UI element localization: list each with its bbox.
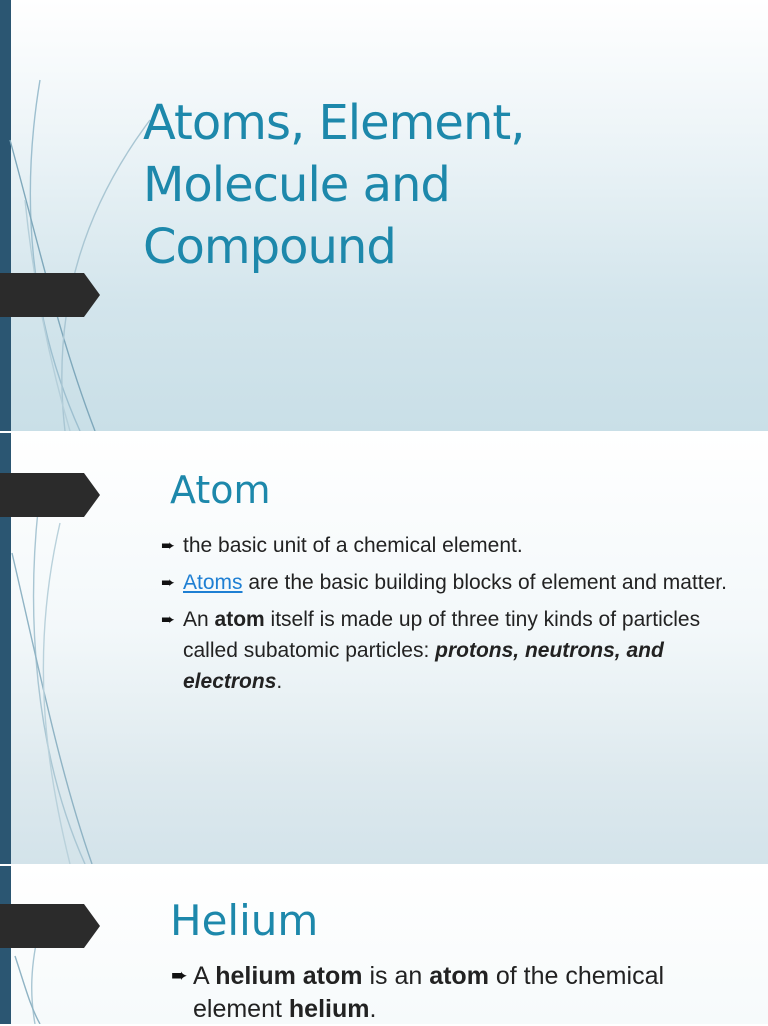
arrow-bullet-icon: ➨ <box>161 573 176 592</box>
subatomic-particles-text: protons, neutrons, and electrons <box>183 639 664 693</box>
slide-heading-atom: Atom <box>170 468 271 512</box>
arrow-bullet-icon: ➨ <box>171 965 188 987</box>
arrow-tab-icon <box>0 273 100 317</box>
arrow-bullet-icon: ➨ <box>161 610 176 629</box>
arrow-tab-icon <box>0 904 100 948</box>
title-line-1: Atoms, Element, <box>143 95 525 151</box>
arrow-bullet-icon: ➨ <box>161 536 176 555</box>
arrow-tab-icon <box>0 473 100 517</box>
title-line-2: Molecule and <box>143 157 450 213</box>
title-line-3: Compound <box>143 219 396 275</box>
atoms-link[interactable]: Atoms <box>183 571 243 594</box>
slide-1 <box>0 0 768 431</box>
atom-bullet-list <box>161 530 743 703</box>
slide-heading-helium: Helium <box>170 896 319 945</box>
list-item: ➨ A helium atom is an atom of the chemical element helium. <box>171 962 665 1023</box>
helium-bullet-list <box>171 960 753 1026</box>
presentation-title <box>143 92 524 278</box>
list-item: ➨ An atom itself is made up of three tiny kinds of particles called subatomic particles: protons, neutrons, and electrons. <box>183 604 743 697</box>
list-item: ➨ the basic unit of a chemical element. <box>183 530 743 561</box>
list-item: ➨ Atoms are the basic building blocks of element and matter. <box>183 567 743 598</box>
